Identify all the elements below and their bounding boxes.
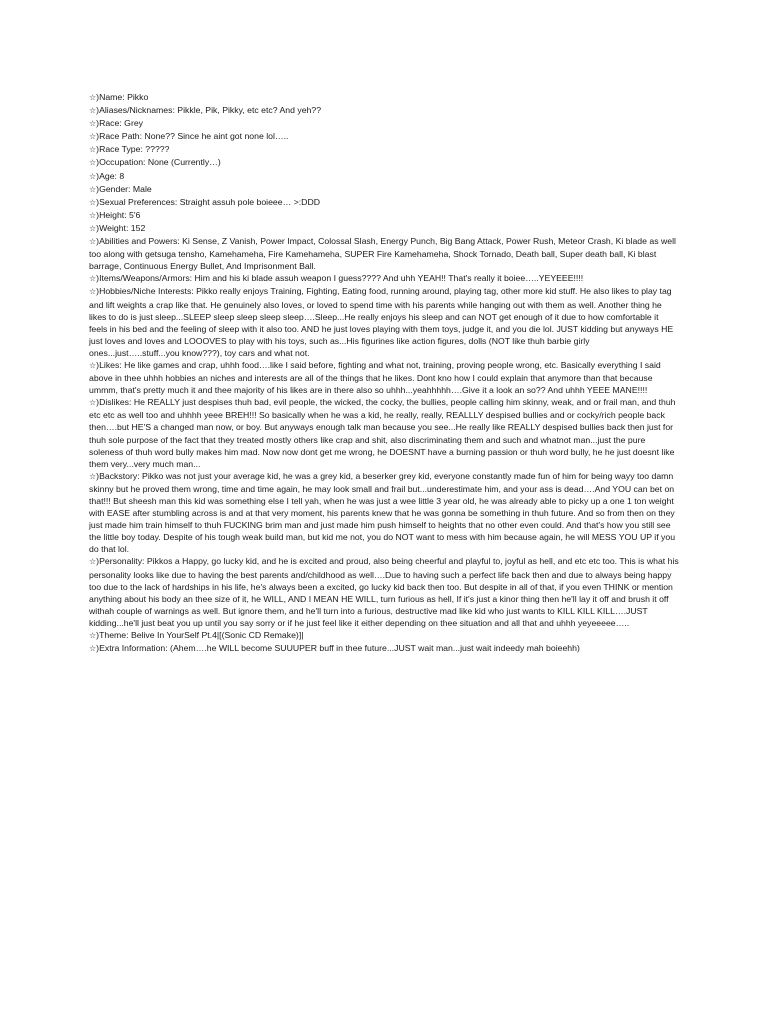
star-icon: ☆ — [89, 360, 97, 370]
star-icon: ☆ — [89, 171, 97, 181]
star-icon: ☆ — [89, 237, 97, 247]
star-icon: ☆ — [89, 145, 97, 155]
entry-aliases: ☆)Aliases/Nicknames: Pikkle, Pik, Pikky, etc etc? And yeh?? — [89, 105, 322, 116]
star-icon: ☆ — [89, 184, 97, 194]
star-icon: ☆ — [89, 631, 97, 641]
entry-name: ☆)Name: Pikko — [89, 92, 149, 102]
entry-weight: ☆)Weight: 152 — [89, 222, 146, 233]
star-icon: ☆ — [89, 557, 97, 567]
star-icon: ☆ — [89, 644, 97, 654]
star-icon: ☆ — [89, 471, 97, 481]
entry-race-type: ☆)Race Type: ????? — [89, 144, 170, 155]
star-icon: ☆ — [89, 119, 97, 129]
entry-likes: ☆)Likes: He like games and crap, uhhh food….like I said before, fighting and what not, training, proving people wrong, etc. Basically everything I said above in thee uhhh hobbies an niches and interests are all of the things that he likes. Dont kno how I could explain that anymore than that because ummm, that's pretty much it and thee majority of his likes are in there also so uhhh...yeahhhhh….Give it a look an so?? And uhhh YEEE MANE!!!! — [89, 359, 661, 396]
star-icon: ☆ — [89, 398, 97, 408]
entry-race: ☆)Race: Grey — [89, 118, 144, 129]
entry-height: ☆)Height: 5'6 — [89, 209, 141, 220]
entry-extra-information: ☆)Extra Information: (Ahem….he WILL become SUUUPER buff in thee future...JUST wait man...just wait indeedy mah boieehh) — [89, 643, 580, 654]
entry-personality: ☆)Personality: Pikkos a Happy, go lucky kid, and he is excited and proud, also being cheerful and playful to, joyful as hell, and etc etc too. This is what his personality looks like due to having the best parents and/childhood as well….Due to having such a perfect life back then and due to always being happy too due to the lack of hardships in his life, he's always been a excited, go lucky kid back then too. But despite in all of that, if you even THINK or mention anything about his body an thee size of it, he WILL, AND I MEAN HE WILL, turn furious as hell, If it's just a kinor thing then he'll lay it off and brush it off withah couple of warnings as well. But ignore them, and he'll turn into a furious, destructive mad like kid who just wants to KILL KILL KILL….JUST kidding...he'll just beat you up until you say sorry or if he just feel like it either depending on thee situation and all that and uhhh yeyeeeee….. — [89, 556, 679, 628]
star-icon: ☆ — [89, 287, 97, 297]
entry-occupation: ☆)Occupation: None (Currently…) — [89, 157, 221, 168]
star-icon: ☆ — [89, 197, 97, 207]
star-icon: ☆ — [89, 106, 97, 116]
star-icon: ☆ — [89, 132, 97, 142]
star-icon: ☆ — [89, 210, 97, 220]
entry-abilities: ☆)Abilities and Powers: Ki Sense, Z Vanish, Power Impact, Colossal Slash, Energy Punch, Big Bang Attack, Power Rush, Meteor Crash, Ki blade as well too along with getsuga tensho, Kamehameha, Fire Kamehameha, SUPER Fire Kamehameha, Shock Tornado, Death ball, Super death ball, Ki blast barrage, Continuous Energy Bullet, And Imprisonment Ball. — [89, 236, 676, 272]
entry-theme: ☆)Theme: Belive In YourSelf Pt.4|[(Sonic CD Remake)]| — [89, 630, 304, 641]
document-body — [89, 91, 679, 655]
star-icon: ☆ — [89, 274, 97, 284]
entry-items: ☆)Items/Weapons/Armors: Him and his ki blade assuh weapon I guess???? And uhh YEAH!! That's really it boiee…..YEYEEE!!!! — [89, 273, 584, 284]
entry-gender: ☆)Gender: Male — [89, 183, 152, 194]
entry-sexual-preferences: ☆)Sexual Preferences: Straight assuh pole boieee… >:DDD — [89, 196, 321, 207]
entry-dislikes: ☆)Dislikes: He REALLY just despises thuh bad, evil people, the wicked, the cocky, the bullies, people calling him skinny, weak, and or frail man, and thuh etc etc as well too and uhhhh yeee BREH!!! So basically when he was a kid, he really, really, REALLLY despised bullies and or cocky/rich people back then….but HE'S a changed man now, or boy. But anyways enough talk man because you see...He really like REALLY despised bullies back then just for thuh sole purpose of the fact that they treated mostly others like crap and shit, also discriminating them and such and whatnot man...just the pure soleness of thuh word bully makes him mad. Now now dont get me wrong, he DOESNT have a burning passion or thuh word bully, he he just doesnt like them very...very much man... — [89, 397, 676, 469]
star-icon: ☆ — [89, 93, 97, 102]
entry-race-path: ☆)Race Path: None?? Since he aint got none lol….. — [89, 131, 289, 142]
star-icon: ☆ — [89, 223, 97, 233]
entry-hobbies: ☆)Hobbies/Niche Interests: Pikko really enjoys Training, Fighting, Eating food, running around, playing tag, other more kid stuff. He also likes to play tag and lift weights a crap like that. He genuinely also loves, or loved to spend time with his parents while hanging out with them as well. Another thing he likes to do is just sleep...SLEEP sleep sleep sleep sleep….Sleep...He really enjoys his sleep and can NOT get enough of it due to how comfortable it feels in his bed and the feeling of sleep with it also too. AND he just loves playing with them toys, judge it, and you die lol. JUST kidding but anyways HE just loves and loves and LOOOVES to play with his toys, such as...His figurines like action figures, dolls (NOT like thuh barbie girly ones...just…..stuff...you know???), toy cars and what not. — [89, 286, 674, 358]
star-icon: ☆ — [89, 158, 97, 168]
entry-backstory: ☆)Backstory: Pikko was not just your average kid, he was a grey kid, a beserker grey kid, everyone constantly made fun of him for being wayy too damn skinny but he proved them wrong, time and time again, he may look small and frail but...underestimate him, and your ass is dead….And YOU can bet on that!!! But sheesh man this kid was something else I tell yah, when he was just a wee little 3 year old, he was already able to picky up a one 1 ton weight with EASE after stumbling across is and at that very moment, his parents knew that he was gonna be something in thuh future. And so from then on they just made him train himself to thuh FUCKING brim man and just made him push himself to heights that no other even could. And that's how you still see the little boy today. Despite of his tough weak build man, but kid me not, you do NOT want to mess with him because again, he will MESS YOU UP if you do that lol. — [89, 470, 676, 555]
entry-age: ☆)Age: 8 — [89, 170, 125, 181]
